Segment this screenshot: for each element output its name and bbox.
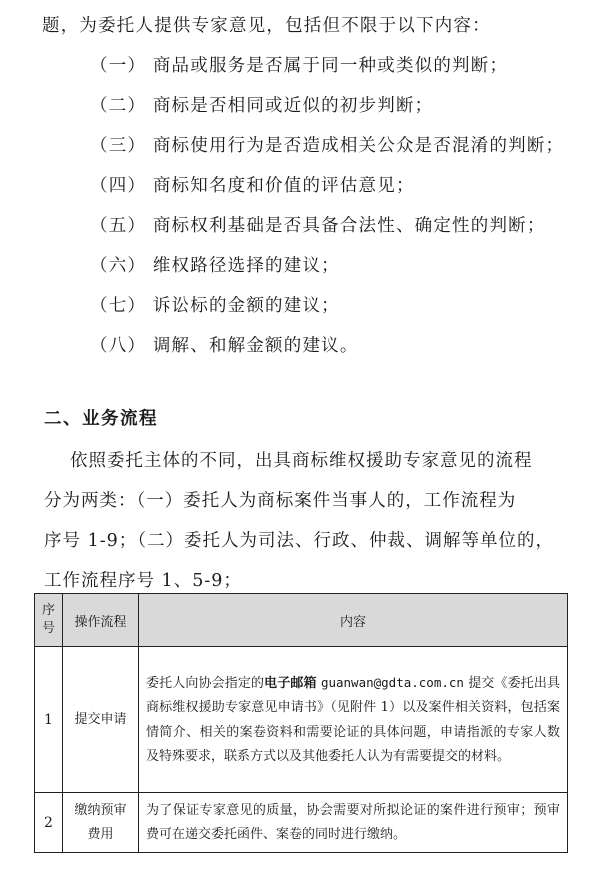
list-item: （三） 商标使用行为是否造成相关公众是否混淆的判断； [90, 136, 565, 156]
paragraph-line: 依照委托主体的不同，出具商标维权援助专家意见的流程 [70, 451, 533, 471]
table-row [35, 793, 568, 853]
paragraph-line: 序号 1-9；（二）委托人为司法、行政、仲裁、调解等单位的， [44, 531, 554, 551]
list-item: （六） 维权路径选择的建议； [90, 256, 340, 276]
list-item: （一） 商品或服务是否属于同一种或类似的判断； [90, 56, 509, 76]
row-number: 2 [35, 793, 63, 853]
header-process: 操作流程 [63, 594, 139, 647]
paragraph-line: 工作流程序号 1、5-9； [44, 571, 242, 591]
email-address: guanwan@gdta.com.cn [320, 674, 464, 690]
header-number: 序 号 [35, 594, 63, 647]
list-item: （四） 商标知名度和价值的评估意见； [90, 176, 415, 196]
paragraph-line: 分为两类：（一）委托人为商标案件当事人的，工作流程为 [44, 491, 517, 511]
list-item: （五） 商标权利基础是否具备合法性、确定性的判断； [90, 216, 546, 236]
list-item: （二） 商标是否相同或近似的初步判断； [90, 96, 434, 116]
intro-line: 题，为委托人提供专家意见，包括但不限于以下内容： [42, 16, 491, 36]
row-number: 1 [35, 647, 63, 793]
table-header-row [35, 594, 568, 647]
table-row [35, 647, 568, 793]
content-text: 提交《委托出具商标维权援助专家意见申请书》（见附件 1）以及案件相关资料，包括案情简介、相关的案卷资料和需要论证的具体问题，申请指派的专家人数及特殊要求，联系方式以及其他委托人认为有需要提交的材料。 [146, 675, 560, 764]
row-process [63, 793, 139, 853]
process-line: 费用 [87, 826, 114, 842]
content-text: 委托人向协会指定的 [146, 675, 265, 691]
row-content: 为了保证专家意见的质量，协会需要对所拟论证的案件进行预审；预审费可在递交委托函件、案卷的同时进行缴纳。 [139, 793, 568, 853]
email-label: 电子邮箱 [264, 675, 317, 691]
process-table [34, 593, 568, 853]
list-item: （八） 调解、和解金额的建议。 [90, 336, 359, 356]
section-heading: 二、业务流程 [44, 409, 158, 429]
row-process: 提交申请 [63, 647, 139, 793]
row-content [139, 647, 568, 793]
header-content: 内容 [139, 594, 568, 647]
process-line: 缴纳预审 [74, 802, 127, 818]
list-item: （七） 诉讼标的金额的建议； [90, 296, 340, 316]
